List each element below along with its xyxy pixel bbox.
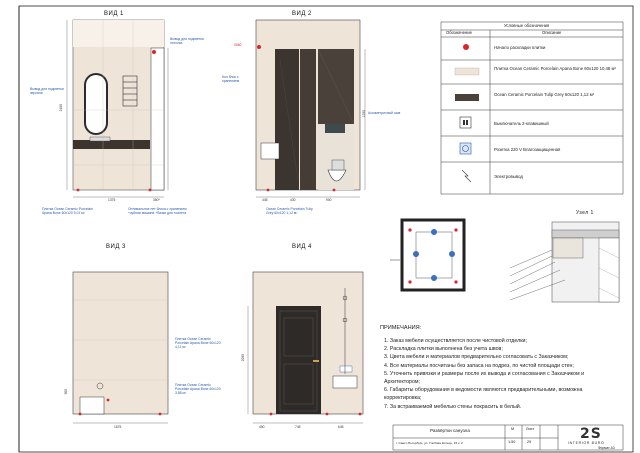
legend-row-tulip: Ocean Ceramic Porcelain Tulip Grey 60х120 1,12 м² [494,92,595,97]
legend-title: Условные обозначения [504,23,550,28]
v2-dim-b: 430 [290,198,296,202]
view4-title: ВИД 4 [292,244,312,250]
view4-elevation [248,272,363,423]
stamp-scale: 1:50 [508,440,516,444]
view2-title: ВИД 2 [292,11,312,17]
v4-dim-b: 745 [295,425,301,429]
node-title: Узел 1 [576,210,594,216]
v3-dim-bottom: 1675 [114,425,122,429]
node-detail [510,222,619,302]
brand-logo-sub: INTERIOR BURO [568,441,605,445]
v1-dim-left: 2450 [59,103,64,112]
legend-row-electric: Электровывод [494,174,523,179]
v3-dim-h: 900 [64,388,69,395]
v2-dim-a: 445 [262,198,268,202]
legend-symbols [455,44,479,182]
v1-left-note: Вывод для подсветки зеркала [30,87,64,95]
v4-dim-a: 450 [259,425,265,429]
sheet-format: Формат А3 [598,446,615,450]
stamp-address: г. Санкт-Петербург, ул. Глебова Кольцо, 15 к. 2 [396,441,463,445]
v3-tile-note-2: Плитка Ocean Ceramic Porcelain Apana Bone 60х120 3,88 м² [175,383,221,395]
notes-title: ПРИМЕЧАНИЯ: [380,325,422,331]
v4-dim-c: 645 [338,425,344,429]
v2-mark: 0060 [234,43,242,47]
v1-dim-a: 350* [153,198,160,202]
note-1: 1. Заказ мебели осуществляется после чистовой отделки; [384,338,527,344]
view1-title: ВИД 1 [104,11,124,17]
v1-top-note: Вывод для подсветки потолка [170,37,204,45]
v1-hatch-note: Оптимальное нет блока с хранением +зубная машина +бачки для тоалета [128,207,187,215]
stamp-col-l: Лист [526,427,535,431]
legend-row-apana: Плитка Ocean Ceramic Porcelain Apana Bone 60х120 10,48 м² [494,66,616,71]
note-7: 7. За встраиваемой мебелью стены покрасить в белый. [384,403,522,410]
v2-top-note: Кол блок с хранением [222,75,240,83]
brand-logo: 2S [580,426,602,442]
v2-right-note: Ассиметричный шов [368,111,401,115]
view1-elevation [67,20,168,197]
v1-dim-bottom: 1375 [108,198,116,202]
v1-tile-note: Плитка Ocean Ceramic Porcelain Apana Bone 60х120 9,01 м² [42,207,93,215]
legend-row-start: Начало раскладки плитки [494,45,546,50]
stamp-sheet: 29 [527,440,532,444]
note-4: 4. Все материалы посчитаны без запаса на подрез, по чистой площади стен; [384,362,574,369]
v2-dim-c: 900 [326,198,332,202]
note-3: 3. Цвета мебели и материалов предварительно согласовать с Заказчиком; [384,354,569,361]
v2-tile-note: Ocean Ceramic Porcelain Tulip Grey 60х120 1,12 м² [266,207,313,215]
v3-tile-note-1: Плитка Ocean Ceramic Porcelain Apana Bone 60х120 4,11 м² [175,337,221,349]
note-6: 6. Габариты оборудования в ведомости являются предварительными, возможна корректировка; [384,387,583,402]
legend-col-desc: Описание [542,30,562,35]
stamp-title: Развёртки санузла [430,428,470,433]
note-2: 2. Раскладка плитки выполнена без учета швов; [384,346,503,353]
legend-row-socket: Розетка 220 V Влагозащищенная [494,147,561,152]
v2-dim-right: 1250 [362,109,367,118]
legend-col-symbol: Обозначение [446,30,472,35]
legend-row-switch: Выключатель 2-клавишный [494,121,549,126]
view3-elevation [73,272,168,423]
note-5: 5. Уточнить привязки и размеры после их вывода и согласования с Заказчиком и Архитектором; [384,370,585,386]
mini-plan [390,220,464,290]
notes-list [384,337,620,411]
view3-title: ВИД 3 [106,244,126,250]
view2-elevation [256,20,365,197]
stamp-col-m: М [511,427,515,431]
v4-dim-h: 2050 [241,353,246,362]
